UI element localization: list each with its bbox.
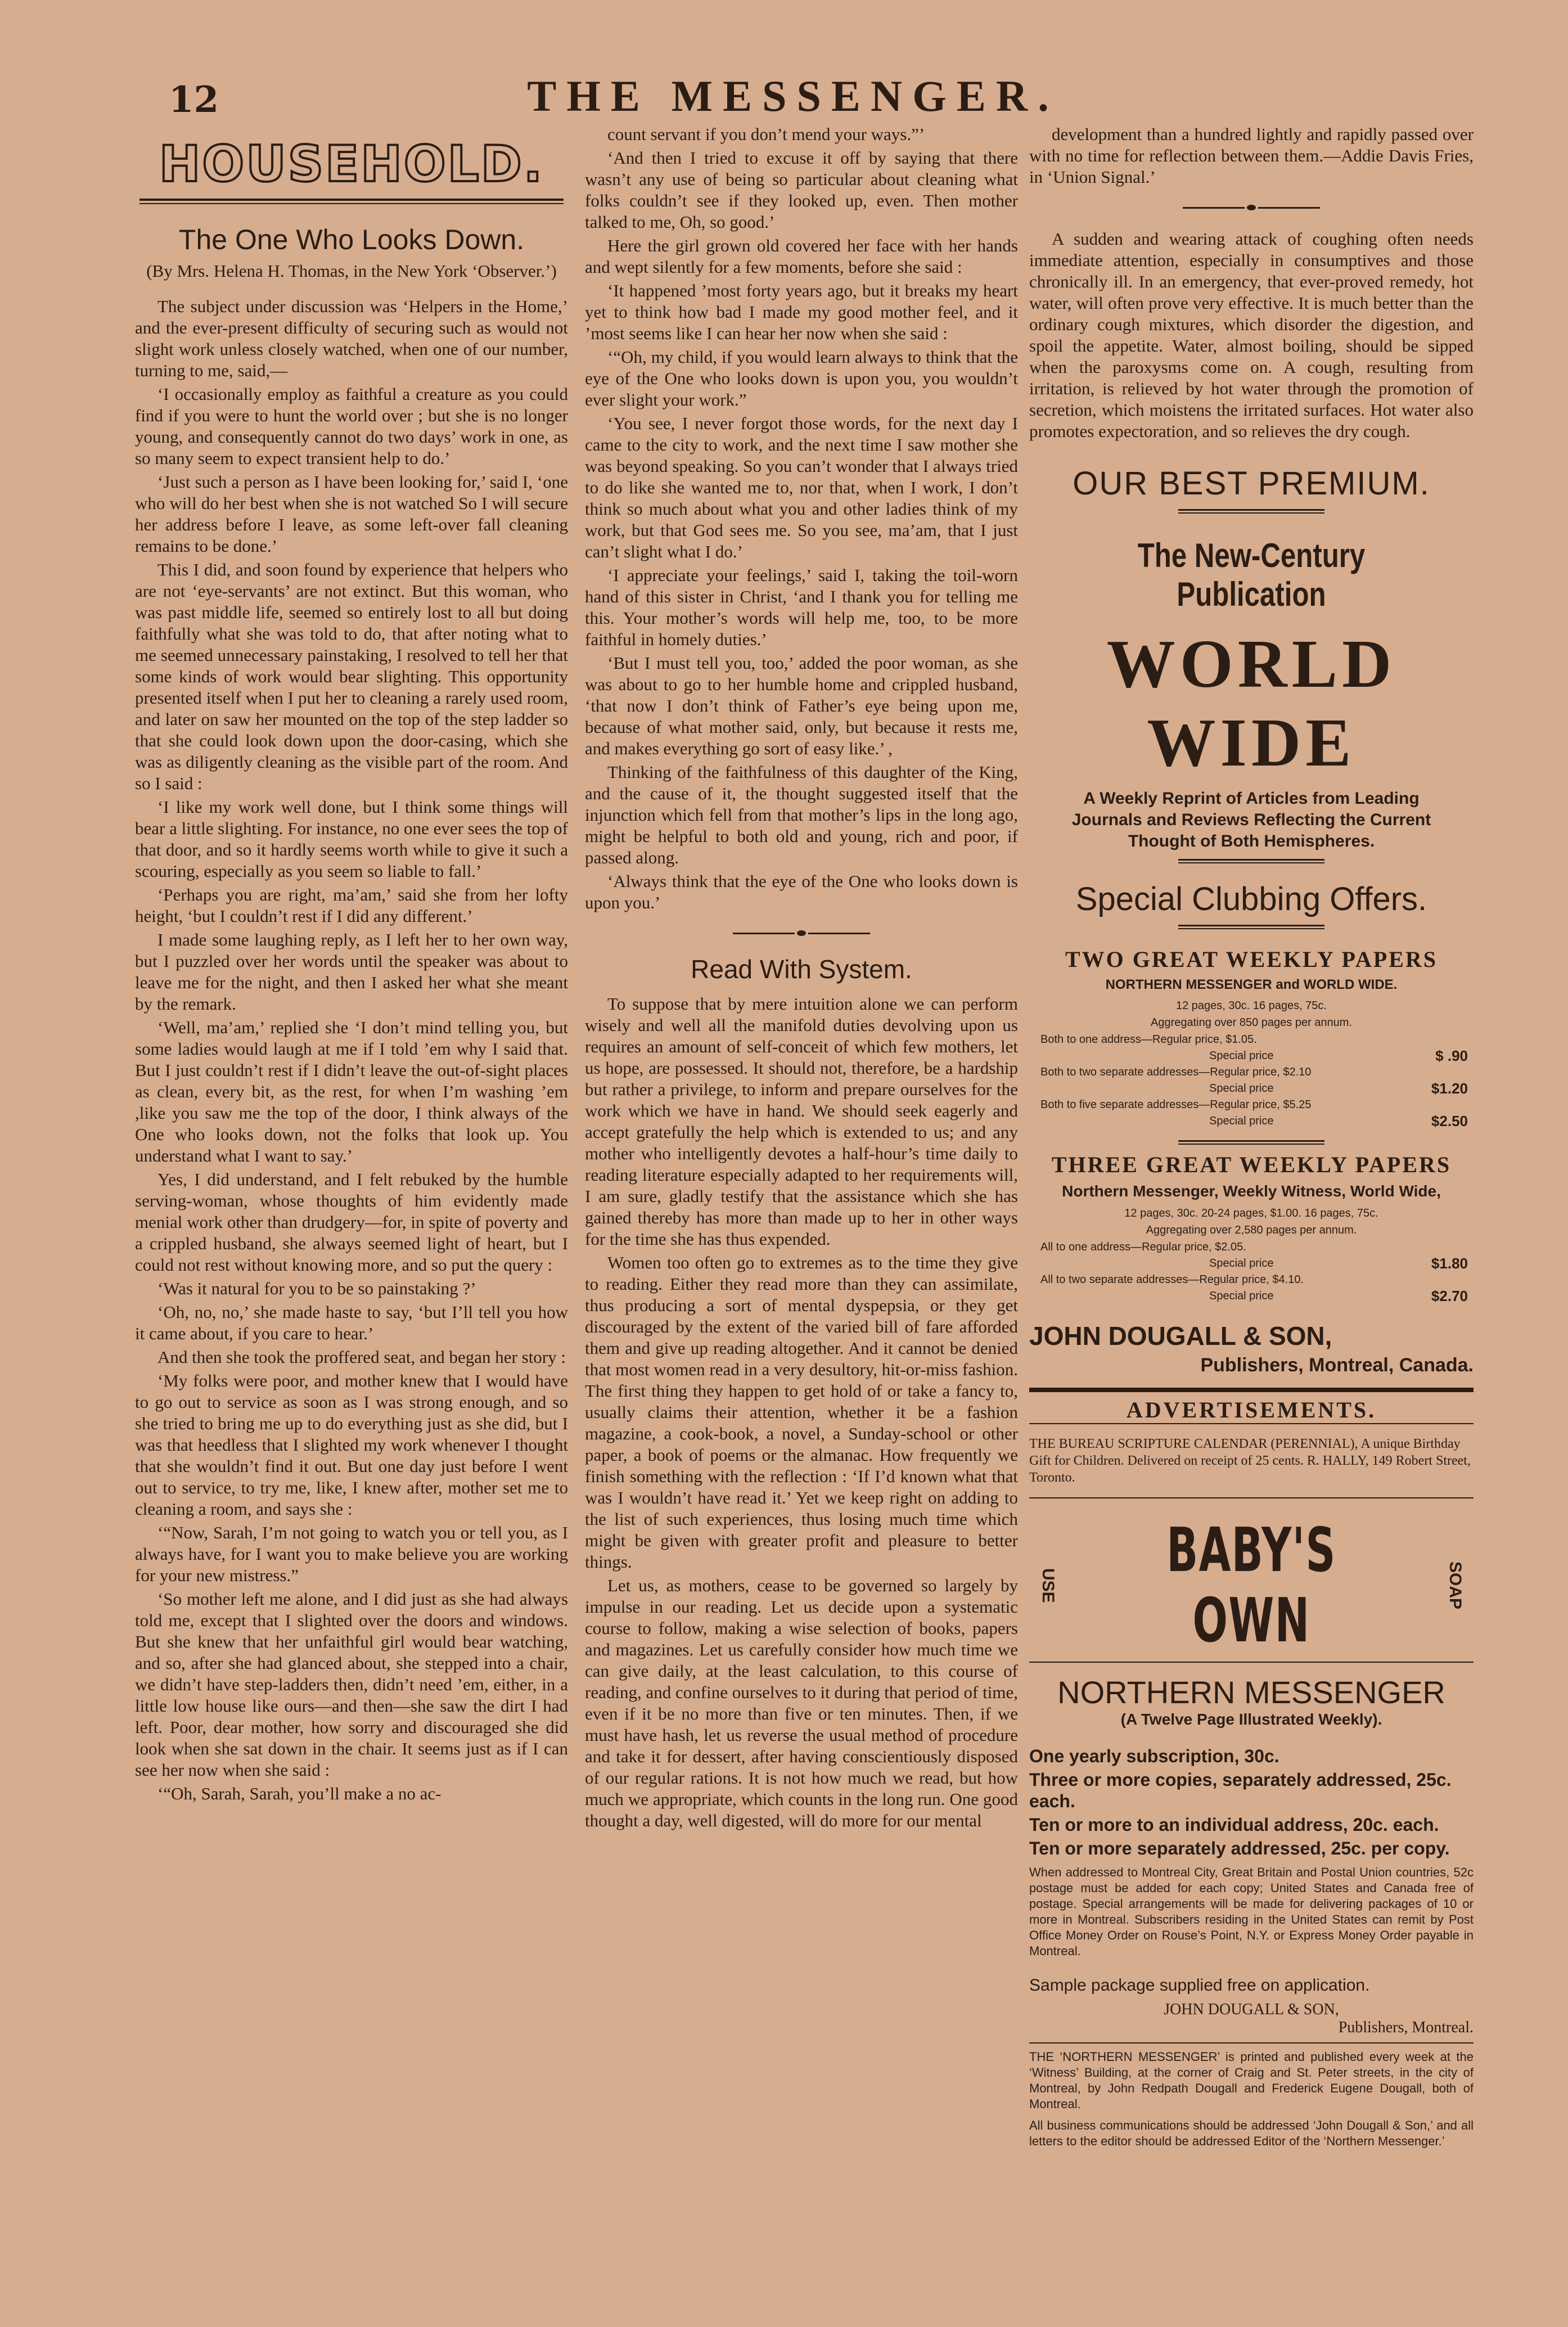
paragraph: To suppose that by mere intuition alone we can perform wisely and well all the manifold duties devolving upon us requires an amount of self-conceit of which few mothers, let us hope, are possessed. It should not, therefore, be a hardship but rather a privilege, to inform and prepare ourselves for the work which we have in hand. We should seek eagerly and accept gratefully the help which is extended to us; and any mother who intelligently devotes a half-hour’s time daily to reading literature especially adapted to her requirements will, I am sure, gladly testify that the assistance which she has gained thereby has more than made up to her in other ways for the time she has thus expended. [585,994,1018,1249]
price-value: $1.20 [1431,1080,1468,1097]
subscription-line: One yearly subscription, 30c. [1029,1746,1279,1766]
footer-2: All business communications should be addressed ‘John Dougall & Son,’ and all letters to the editor should be addressed Editor of the ‘Northern Messenger.’ [1029,2118,1474,2148]
rule [1178,925,1324,929]
thin-rule [1029,2042,1474,2044]
nm-lines [1029,1745,1474,1859]
nm-title: NORTHERN MESSENGER [1057,1675,1445,1710]
article-body [135,296,568,1804]
paragraph: ‘“Now, Sarah, I’m not going to watch you or tell you, as I always have, for I want you to make believe you are working for your new mistress.” [135,1523,568,1585]
paragraph: ‘My folks were poor, and mother knew that I would have to go out to service as soon as I was strong enough, and so she tried to bring me up to do everything just as she did, but I was that heedless that I slighted my work whenever I thought that she wouldn’t find it out. But one day just before I went out to service, to try me, like, I knew after, mother set me to cleaning a room, and says she : [135,1371,568,1519]
paragraph: ‘Always think that the eye of the One who looks down is upon you.’ [585,871,1018,912]
price-row [1029,1048,1474,1064]
paragraph: ‘“Oh, Sarah, Sarah, you’ll make a no ac- [157,1784,441,1803]
price-row [1029,1255,1474,1271]
clubbing-title: Special Clubbing Offers. [1075,881,1427,917]
price-row [1029,1113,1474,1129]
price-value: $1.80 [1431,1255,1468,1272]
three-papers-pages: 12 pages, 30c. 20-24 pages, $1.00. 16 pages, 75c. [1124,1207,1378,1219]
new-century-title: The New-Century Publication [1137,537,1366,613]
world-wide-tagline: A Weekly Reprint of Articles from Leading Journals and Reviews Reflecting the Current Thought of Both Hemispheres. [1071,789,1431,850]
price-sub: Special price [1209,1082,1274,1095]
price-row [1029,1081,1474,1096]
masthead: THE MESSENGER. [527,71,1059,120]
paragraph: count servant if you don’t mend your ways.”’ [607,124,925,144]
paragraph: Here the girl grown old covered her face with her hands and wept silently for a few moments, before she said : [585,236,1018,277]
subscription-line: Three or more copies, separately addressed, 25c. each. [1029,1770,1452,1811]
paragraph: ‘Perhaps you are right, ma’am,’ said she from her lofty height, ‘but I couldn’t rest if I did any different.’ [135,885,568,926]
subscription-line: Ten or more separately addressed, 25c. per copy. [1029,1838,1450,1858]
paragraph: ‘Just such a person as I have been looking for,’ said I, ‘one who will do her best when she is not watched So I will secure her address before I leave, as some left-over fall cleaning remains to be done.’ [135,472,568,556]
divider [585,924,1018,940]
article-body-2 [585,993,1018,1831]
nm-sub: (A Twelve Page Illustrated Weekly). [1120,1711,1382,1728]
babys-main: BABY'S OWN [1166,1515,1336,1656]
paragraph: ‘You see, I never forgot those words, for the next day I came to the city to work, and the next time I saw mother she was beyond speaking. So you can’t wonder that I always tried to do like she wanted me to, nor that, when I work, I don’t think so much about what you and other ladies think of my work, but that God sees me. So you see, ma’am, that I just can’t slight what I do.’ [585,413,1018,561]
price-sub: Special price [1209,1257,1274,1270]
pub-place: Publishers, Montreal. [1338,2019,1474,2036]
paragraph: Thinking of the faithfulness of this daughter of the King, and the cause of it, the thought suggested itself that the injunction which fell from that mother’s lips in the long ago, might be helpful to both old and young, rich and poor, if passed along. [585,762,1018,867]
price-row [1029,1288,1474,1304]
ornament-icon [1247,205,1256,210]
divider [1029,198,1474,215]
thin-rule [1029,1497,1474,1498]
story-title-2: Read With System. [691,955,912,984]
dougall-sub: Publishers, Montreal, Canada. [1200,1354,1474,1376]
column-1 [135,124,568,1807]
paragraph: Yes, I did understand, and I felt rebuked by the humble serving-woman, whose thoughts of him evidently made menial work other than drudgery—for, in spite of poverty and a crippled husband, she always seemed light of heart, but I could not rest without knowing more, and so put the query : [135,1169,568,1275]
bureau-ad: THE BUREAU SCRIPTURE CALENDAR (PERENNIAL), A unique Birthday Gift for Children. Delivered on receipt of 25 cents. R. HALLY, 149 Robert Street, Toronto. [1029,1437,1471,1485]
price-label: Both to one address—Regular price, $1.05. [1040,1033,1257,1046]
thin-rule [1029,1423,1474,1424]
subscription-line: Ten or more to an individual address, 20c. each. [1029,1815,1439,1835]
section-title: HOUSEHOLD. [159,135,544,193]
nm-fine: When addressed to Montreal City, Great Britain and Postal Union countries, 52c postage must be added for each copy; United States and Canada free of postage. Special arrangements will be made for delivering packages of 10 or more in Montreal. Subscribers residing in the United States can remit by Post Office Money Order on Rouse’s Point, N.Y. or Express Money Order payable in Montreal. [1029,1865,1474,1958]
three-papers-aggregate: Aggregating over 2,580 pages per annum. [1146,1224,1357,1236]
paragraph: Women too often go to extremes as to the time they give to reading. Either they read more than they can assimilate, thus producing a sort of mental dyspepsia, or they get discouraged by the extent of the varied bill of fare afforded them and give up reading altogether. And it cannot be denied that most women read in a very desultory, hit-or-miss fashion. The first thing they happen to get hold of or take a fancy to, usually claims their attention, whether it be a fashion magazine, a cook-book, a novel, a Sunday-school or other paper, a book of poems or the almanac. How frequently we finish something with the reflection : ‘If I’d known what that was I wouldn’t have read it.’ Yet we keep right on adding to the list of such experiences, thus losing much time which might be given with greater profit and pleasure to better things. [585,1253,1018,1572]
article-body-continued [585,124,1018,913]
paragraph: Let us, as mothers, cease to be governed so largely by impulse in our reading. Let us decide upon a systematic course to follow, making a wise selection of books, papers and magazines. Let us carefully consider how much time we can give daily, at the least calculation, to this course of reading, and confine ourselves to it during that period of time, even if it be no more than five or ten minutes. Then, if we must have hash, let us reverse the usual method of procedure and take it for dessert, after having conscientiously disposed of our regular rations. It is not how much we read, but how much we appropriate, which counts in the long run. One good thought a day, well digested, will do more for our mental [585,1576,1018,1830]
price-value: $2.50 [1431,1113,1468,1129]
three-papers-prices [1029,1239,1474,1304]
rule [1178,1140,1324,1145]
paragraph: The subject under discussion was ‘Helpers in the Home,’ and the ever-present difficulty of securing such as would not slight work unless closely watched, when one of our number, turning to me, said,— [135,296,568,380]
two-papers-head: TWO GREAT WEEKLY PAPERS [1065,947,1438,972]
section-rule [139,199,564,204]
price-label: All to two separate addresses—Regular price, $4.10. [1040,1273,1304,1286]
price-label: Both to two separate addresses—Regular price, $2.10 [1040,1066,1312,1078]
paragraph: ‘It happened ’most forty years ago, but it breaks my heart yet to think how bad I made my good mother feel, and it ’most seems like I can hear her now when she said : [585,281,1018,343]
paragraph: ‘Well, ma’am,’ replied she ‘I don’t mind telling you, but some ladies would laugh at me if I told ’em why I said that. But I just couldn’t rest if I didn’t leave the out-of-sight places as clean, every bit, as the rest, for when I’m washing ’em ,like you saw me the top of the door, I think always of the One who looks down, not the folks that look up. You understand what I want to say.’ [135,1018,568,1165]
two-papers-prices [1029,1031,1474,1129]
babys-right: SOAP [1446,1561,1465,1610]
paragraph: And then she took the proffered seat, and began her story : [157,1347,566,1367]
sample-text: Sample package supplied free on application. [1029,1976,1370,1995]
page-number: 12 [169,79,219,121]
pub-name: JOHN DOUGALL & SON, [1164,2001,1339,2018]
world-wide-title: WORLD WIDE [1106,626,1396,781]
price-label: All to one address—Regular price, $2.05. [1040,1241,1246,1253]
price-value: $2.70 [1431,1288,1468,1304]
paragraph: ‘I appreciate your feelings,’ said I, taking the toil-worn hand of this sister in Christ, ‘and I thank you for telling me this. Your mother’s words will help me, too, to be more faithful in homely duties.’ [585,565,1018,649]
paragraph: ‘Oh, no, no,’ she made haste to say, ‘but I’ll tell you how it came about, if you care to hear.’ [135,1302,568,1343]
paragraph: I made some laughing reply, as I left her to her own way, but I puzzled over her words until the speaker was about to leave me for the night, and then I asked her what she meant by the remark. [135,930,568,1014]
babys-left: USE [1039,1568,1057,1603]
paragraph: ‘Was it natural for you to be so painstaking ?’ [157,1279,476,1298]
price-value: $ .90 [1435,1047,1468,1064]
footer-1: THE ‘NORTHERN MESSENGER’ is printed and published every week at the ‘Witness’ Building, at the corner of Craig and St. Peter streets, in the city of Montreal, by John Redpath Dougall and Frederick Eugene Dougall, both of Montreal. [1029,2050,1474,2111]
byline: (By Mrs. Helena H. Thomas, in the New York ‘Observer.’) [146,261,557,281]
premium-title: OUR BEST PREMIUM. [1073,465,1430,502]
premium-ad [1029,465,1474,2149]
story-title: The One Who Looks Down. [178,224,525,255]
dougall-name: JOHN DOUGALL & SON, [1029,1321,1332,1351]
paragraph: This I did, and soon found by experience that helpers who are not ‘eye-servants’ are not extinct. But this woman, who was past middle life, seemed so entirely lost to all but doing faithfully what she was told to do, that after noting what to me seemed unnecessary painstaking, I resolved to tell her that some kinds of work would bear slighting. This opportunity presented itself when I put her to cleaning a rarely used room, and later on saw her mounted on the top of the step ladder so that she could look down upon the door-casing, which she was as diligently cleaning as the visible part of the room. And so I said : [135,560,568,793]
thin-rule [1029,1662,1474,1663]
paragraph: ‘I like my work well done, but I think some things will bear a little slighting. For instance, no one ever sees the top of that door, and so it hardly seems worth while to give it such a scouring, especially as you seem so liable to fall.’ [135,797,568,881]
price-sub: Special price [1209,1050,1274,1062]
two-papers-pages: 12 pages, 30c. 16 pages, 75c. [1176,1000,1327,1012]
ornament-icon [797,930,806,936]
paragraph: A sudden and wearing attack of coughing often needs immediate attention, especially in consumptives and those chronically ill. In an emergency, that ever-proved remedy, hot water, will often prove very effective. It is much better than the ordinary cough mixtures, which disorder the digestion, and spoil the appetite. Water, almost boiling, should be sipped when the paroxysms come on. A cough, resulting from irritation, is relieved by hot water through the promotion of secretion, which moistens the irritated surfaces. Hot water also promotes expectoration, and so relieves the dry cough. [1029,229,1474,441]
price-sub: Special price [1209,1290,1274,1302]
price-sub: Special price [1209,1115,1274,1127]
rule [1178,509,1324,514]
thick-rule [1029,1388,1474,1392]
paragraph: ‘But I must tell you, too,’ added the poor woman, as she was about to go to her humble home and crippled husband, ‘that now I don’t think of Father’s eye being upon me, because of what mother said, only, but because it rests me, and makes everything go sort of easy like.’ , [585,653,1018,758]
paragraph: development than a hundred lightly and rapidly passed over with no time for reflection between them.—Addie Davis Fries, in ‘Union Signal.’ [1029,124,1474,187]
three-papers-names: Northern Messenger, Weekly Witness, World Wide, [1062,1182,1441,1200]
two-papers-aggregate: Aggregating over 850 pages per annum. [1150,1016,1353,1029]
paragraph: ‘I occasionally employ as faithful a creature as you could find if you were to hunt the world over ; but she is no longer young, and consequently cannot do two days’ work in one, as so many seem to expect transient help to do.’ [135,384,568,468]
column-2 [585,124,1018,1834]
paragraph: ‘And then I tried to excuse it off by saying that there wasn’t any use of being so particular about cleaning what folks couldn’t see if they looked up, even. Then mother talked to me, Oh, so good.’ [585,148,1018,232]
rule [1178,859,1324,863]
page-header [135,67,1451,129]
price-label: Both to five separate addresses—Regular price, $5.25 [1040,1099,1312,1111]
article-body-3 [1029,124,1474,442]
babys-own-ad [1029,1515,1474,1656]
two-papers-names: NORTHERN MESSENGER and WORLD WIDE. [1105,977,1398,992]
paragraph: ‘“Oh, my child, if you would learn always to think that the eye of the One who looks down is upon you, you wouldn’t ever slight your work.” [585,347,1018,409]
paragraph: ‘So mother left me alone, and I did just as she had always told me, except that I slighted over the doors and windows. But she knew that her unfaithful girl would bear watching, and so, after she had glanced about, she stepped into a chair, we didn’t have step-ladders then, didn’t need ’em, either, in a little low house like ours—and then—she saw the dirt I had left. Poor, dear mother, how sorry and discouraged she did look when she sat down in the chair. It seems just as if I can see her now when she said : [135,1589,568,1780]
advertisements-title: ADVERTISEMENTS. [1126,1397,1377,1423]
column-3 [1029,124,1474,2155]
three-papers-head: THREE GREAT WEEKLY PAPERS [1051,1152,1452,1177]
